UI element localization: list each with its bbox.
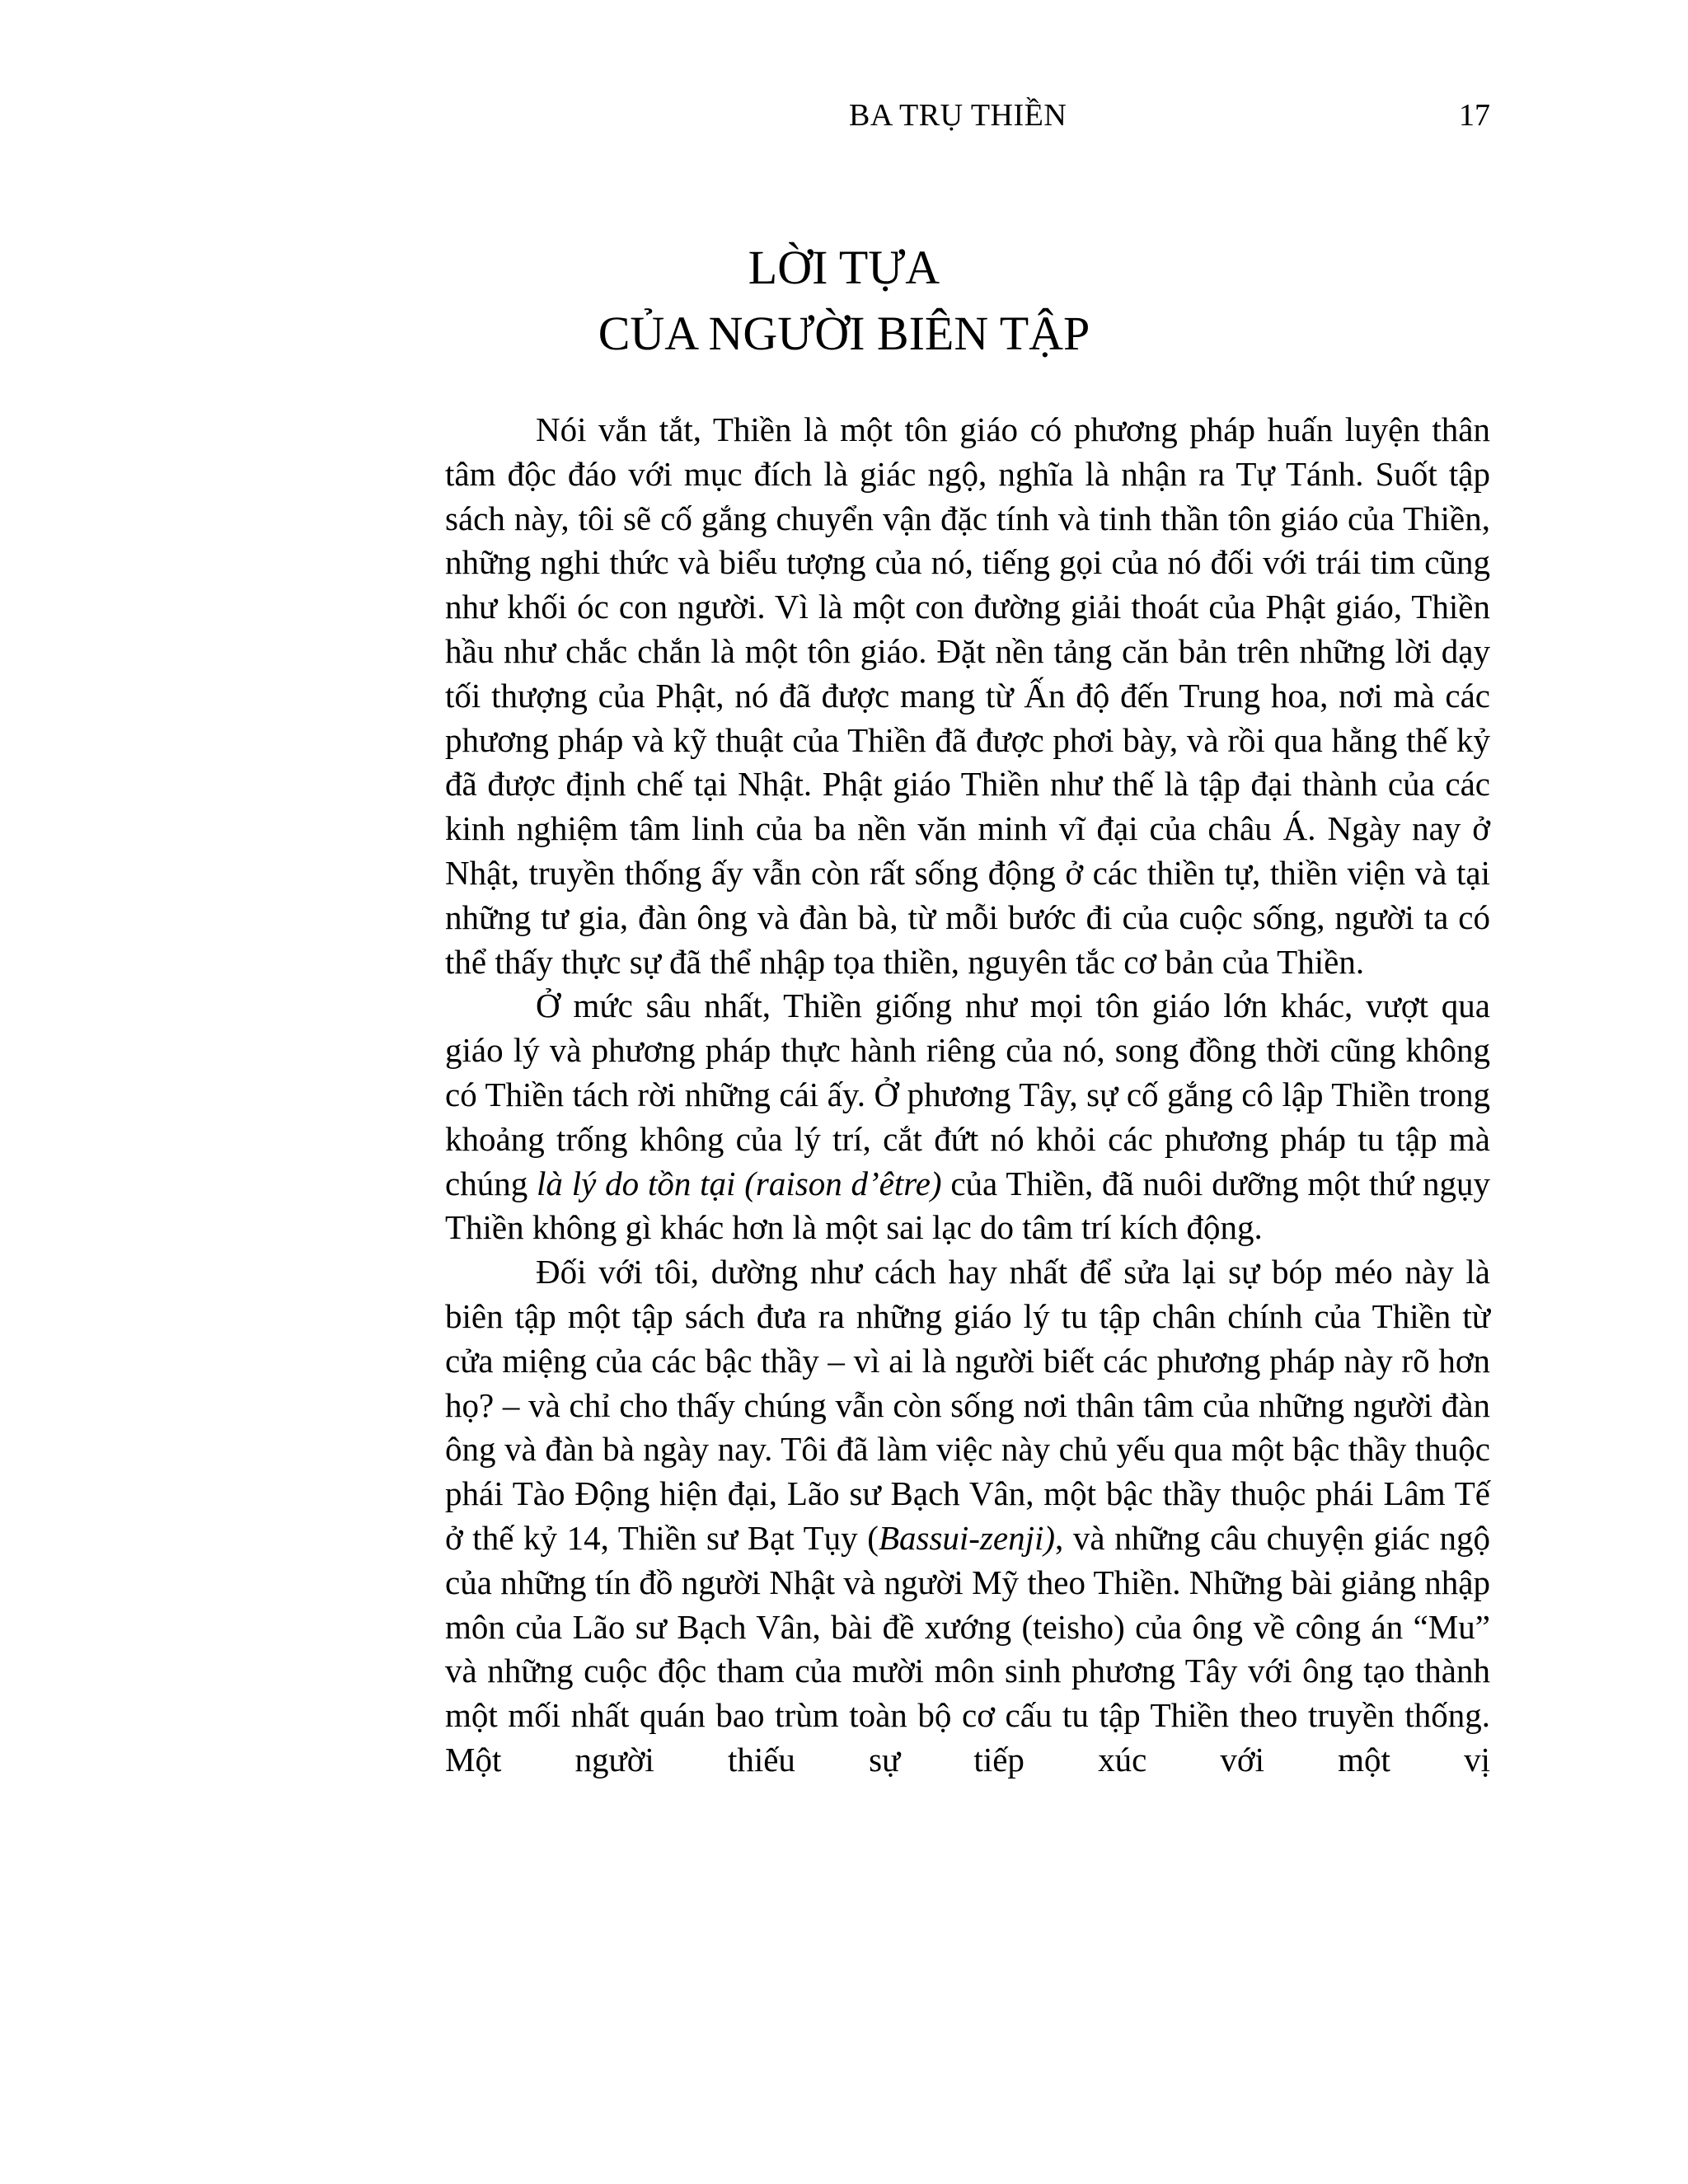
running-title: BA TRỤ THIỀN <box>849 98 1067 133</box>
body-text <box>445 408 1490 1783</box>
paragraph-2-text-before: Ở mức sâu nhất, Thiền giống như mọi tôn giáo lớn khác, vượt qua giáo lý và phương pháp thực hành riêng của nó, song đồng thời cũng không có Thiền tách rời những cái ấy. Ở phương Tây, sự cố gắng cô lập Thiền trong khoảng trống không của lý trí, cắt đứt nó khỏi các phương pháp tu tập mà chúng <box>445 987 1490 1202</box>
paragraph-3-text-after: , và những câu chuyện giác ngộ của những tín đồ người Nhật và người Mỹ theo Thiền. Những bài giảng nhập môn của Lão sư Bạch Vân, bài đề xướng (teisho) của ông về công án “Mu” và những cuộc độc tham của mười môn sinh phương Tây với ông tạo thành một mối nhất quán bao trùm toàn bộ cơ cấu tu tập Thiền theo truyền thống. Một người thiếu sự tiếp xúc với một vị <box>445 1518 1491 1779</box>
paragraph-3-text-before: Đối với tôi, dường như cách hay nhất để sửa lại sự bóp méo này là biên tập một tập sách đưa ra những giáo lý tu tập chân chính của Thiền từ cửa miệng của các bậc thầy – vì ai là người biết các phương pháp này rõ hơn họ? – và chỉ cho thấy chúng vẫn còn sống nơi thân tâm của những người đàn ông và đàn bà ngày nay. Tôi đã làm việc này chủ yếu qua một bậc thầy thuộc phái Tào Động hiện đại, Lão sư Bạch Vân, một bậc thầy thuộc phái Lâm Tế ở thế kỷ 14, Thiền sư Bạt Tụy ( <box>445 1253 1490 1557</box>
chapter-title-line-1: LỜI TỰA <box>748 241 940 294</box>
page-number: 17 <box>1459 98 1490 133</box>
paragraph-1-text: Nói vắn tắt, Thiền là một tôn giáo có phương pháp huấn luyện thân tâm độc đáo với mục đích là giác ngộ, nghĩa là nhận ra Tự Tánh. Suốt tập sách này, tôi sẽ cố gắng chuyển vận đặc tính và tinh thần tôn giáo của Thiền, những nghi thức và biểu tượng của nó, tiếng gọi của nó đối với trái tim cũng như khối óc con người. Vì là một con đường giải thoát của Phật giáo, Thiền hầu như chắc chắn là một tôn giáo. Đặt nền tảng căn bản trên những lời dạy tối thượng của Phật, nó đã được mang từ Ấn độ đến Trung hoa, nơi mà các phương pháp và kỹ thuật của Thiền đã được phơi bày, và rồi qua hằng thế kỷ đã được định chế tại Nhật. Phật giáo Thiền như thế là tập đại thành của các kinh nghiệm tâm linh của ba nền văn minh vĩ đại của châu Á. Ngày nay ở Nhật, truyền thống ấy vẫn còn rất sống động ở các thiền tự, thiền viện và tại những tư gia, đàn ông và đàn bà, từ mỗi bước đi của cuộc sống, người ta có thể thấy thực sự đã thể nhập tọa thiền, nguyên tắc cơ bản của Thiền. <box>445 410 1490 981</box>
chapter-title-line-2: CỦA NGƯỜI BIÊN TẬP <box>598 307 1090 360</box>
paragraph-3-italic: Bassui-zenji) <box>878 1518 1056 1557</box>
paragraph-2-italic: là lý do tồn tại (raison d’être) <box>537 1164 942 1202</box>
paragraph-1 <box>445 408 1490 984</box>
running-header <box>0 97 1688 138</box>
chapter-title <box>0 235 1688 367</box>
paragraph-3 <box>445 1250 1490 1783</box>
paragraph-2-text-after: của Thiền, đã nuôi dưỡng một thứ ngụy Thiền không gì khác hơn là một sai lạc do tâm trí kích động. <box>445 1164 1490 1247</box>
paragraph-2 <box>445 984 1490 1250</box>
